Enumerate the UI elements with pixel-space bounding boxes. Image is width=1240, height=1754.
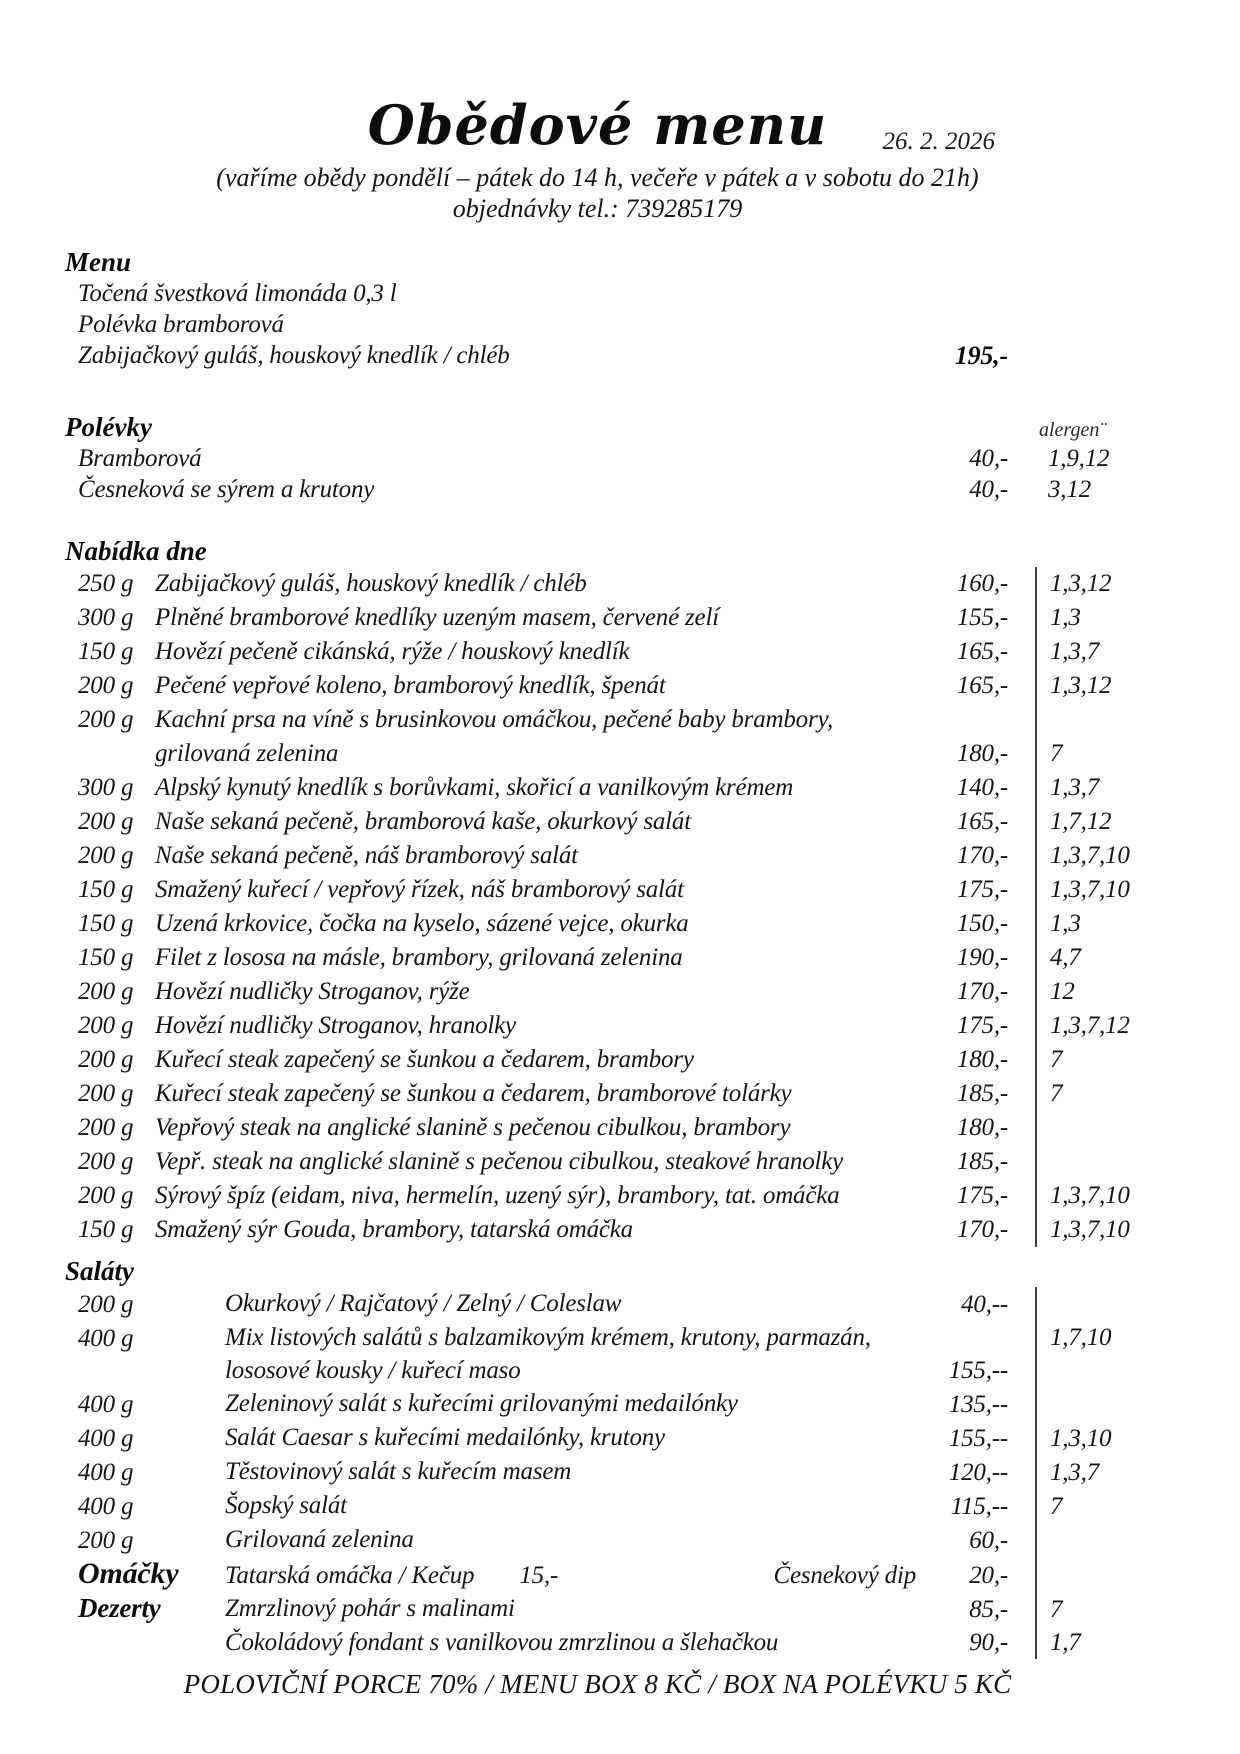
item-allergens: 3,12 [1048,476,1091,503]
item-name: Kuřecí steak zapečený se šunkou a čedarem, bramborové tolárky [155,1080,792,1107]
section-heading-salads: Saláty [65,1256,135,1286]
item-name: Polévka bramborová [78,311,284,338]
item-price: 180,- [956,1114,1008,1141]
header [65,0,1130,157]
daily-item-row [78,1145,1130,1179]
item-allergens [1035,1111,1130,1145]
salad-item-row [78,1455,1130,1489]
item-name: Bramborová [78,445,202,472]
daily-item-row [78,907,1130,941]
item-allergens: 1,3 [1035,601,1130,635]
menu-rows [65,278,1130,371]
dessert-rows [65,1592,1130,1659]
section-heading-sauces: Omáčky [78,1557,179,1590]
item-allergens: 7 [1035,1043,1130,1077]
item-allergens [1035,1287,1130,1321]
item-weight: 150 g [78,876,134,903]
sauces-row [78,1557,1130,1592]
daily-item-row [78,1043,1130,1077]
item-name: Těstovinový salát s kuřecím masem [225,1458,572,1485]
row-spacer [1008,1179,1035,1213]
menu-item-row [78,309,1130,340]
salad-item-row [78,1592,1130,1626]
item-allergens [1035,1387,1130,1421]
item-name: Filet z lososa na másle, brambory, grilovaná zelenina [155,944,683,971]
item-price: 165,- [956,638,1008,665]
item-weight: 400 g [78,1425,134,1452]
item-name: Smažený sýr Gouda, brambory, tatarská omáčka [155,1216,633,1243]
item-allergens: 1,3,7,10 [1035,1213,1130,1247]
item-name: Kachní prsa na víně s brusinkovou omáčkou, pečené baby brambory, grilovaná zelenina [155,706,834,767]
item-weight: 200 g [78,706,134,733]
item-name: Okurkový / Rajčatový / Zelný / Coleslaw [225,1290,622,1317]
item-name: Mix listových salátů s balzamikovým krémem, krutony, parmazán, lososové kousky / kuřecí maso [225,1324,871,1384]
row-spacer [1008,1626,1035,1659]
salad-item-row [78,1626,1130,1659]
item-price: 165,- [956,808,1008,835]
daily-item-row [78,601,1130,635]
item-name: Naše sekaná pečeně, bramborová kaše, okurkový salát [155,808,691,835]
item-name: Vepřový steak na anglické slanině s pečenou cibulkou, brambory [155,1114,791,1141]
item-price: 170,- [956,978,1008,1005]
row-spacer [1008,635,1035,669]
salad-item-row [78,1387,1130,1421]
row-spacer [1008,1592,1035,1626]
item-weight [78,1592,225,1626]
daily-item-row [78,941,1130,975]
item-weight: 200 g [78,808,134,835]
item-name: Zabijačkový guláš, houskový knedlík / chléb [78,342,510,369]
item-price: 175,- [956,1182,1008,1209]
menu-item-row [78,474,1130,505]
item-weight: 300 g [78,604,134,631]
item-allergens: 1,3,7 [1035,771,1130,805]
orders-phone-line: objednávky tel.: 739285179 [452,194,743,223]
item-allergens: 1,9,12 [1048,445,1110,472]
item-allergens: 1,3,12 [1035,567,1130,601]
opening-hours-note: (vaříme obědy pondělí – pátek do 14 h, večeře v pátek a v sobotu do 21h) [216,163,979,192]
sauce-right-price: 20,- [969,1562,1008,1589]
row-spacer [1008,1145,1035,1179]
salad-item-row [78,1523,1130,1557]
item-price: 165,- [956,672,1008,699]
item-weight: 400 g [78,1325,134,1352]
item-price: 40,- [969,476,1008,503]
sauces-items [225,1557,916,1592]
item-name: Naše sekaná pečeně, náš bramborový salát [155,842,578,869]
salad-item-row [78,1321,1130,1387]
daily-item-row [78,1213,1130,1247]
item-weight: 300 g [78,774,134,801]
daily-rows [65,567,1130,1247]
item-allergens: 7 [1035,1592,1130,1626]
daily-item-row [78,805,1130,839]
item-allergens: 1,3,7,12 [1035,1009,1130,1043]
item-allergens [1035,309,1130,340]
item-weight: 150 g [78,638,134,665]
item-allergens: 1,7,10 [1035,1321,1130,1387]
daily-item-row [78,1179,1130,1213]
item-name: Pečené vepřové koleno, bramborový knedlík, špenát [155,672,666,699]
menu-item-row [78,278,1130,309]
footer-note: POLOVIČNÍ PORCE 70% / MENU BOX 8 KČ / BOX NA POLÉVKU 5 KČ [183,1669,1012,1699]
row-spacer [1008,1213,1035,1247]
item-name: Uzená krkovice, čočka na kyselo, sázené vejce, okurka [155,910,689,937]
item-name: Grilovaná zelenina [225,1526,414,1553]
menu-item-row [78,443,1130,474]
item-weight: 250 g [78,570,134,597]
salad-rows [65,1287,1130,1557]
row-spacer [1008,941,1035,975]
item-name: Kuřecí steak zapečený se šunkou a čedarem, brambory [155,1046,694,1073]
row-spacer [1008,839,1035,873]
section-heading-daily: Nabídka dne [65,536,207,566]
item-weight: 200 g [78,1046,134,1073]
item-weight: 200 g [78,672,134,699]
daily-item-row [78,703,1130,771]
item-weight: 200 g [78,842,134,869]
item-name: Zeleninový salát s kuřecími grilovanými medailónky [225,1390,738,1417]
item-allergens: 1,3,7,10 [1035,1179,1130,1213]
item-name: Zmrzlinový pohár s malinami [225,1595,515,1622]
item-name: Hovězí nudličky Stroganov, hranolky [155,1012,516,1039]
daily-item-row [78,839,1130,873]
soups-heading-row [65,411,1130,443]
item-allergens [1035,278,1130,309]
item-price: 135,-- [948,1391,1008,1418]
section-inline-label: Dezerty [78,1593,161,1623]
item-name: Sýrový špíz (eidam, niva, hermelín, uzený sýr), brambory, tat. omáčka [155,1182,840,1209]
row-spacer [1008,443,1035,474]
row-spacer [1008,805,1035,839]
item-weight: 400 g [78,1459,134,1486]
daily-item-row [78,567,1130,601]
row-spacer [1008,669,1035,703]
row-spacer [1008,340,1035,371]
item-allergens: 1,3,7,10 [1035,873,1130,907]
item-allergens [1035,1557,1130,1592]
item-name: Šopský salát [225,1492,347,1519]
section-heading-menu: Menu [65,247,132,277]
item-name: Smažený kuřecí / vepřový řízek, náš bramborový salát [155,876,684,903]
daily-item-row [78,771,1130,805]
item-weight: 150 g [78,944,134,971]
item-weight: 200 g [78,1114,134,1141]
item-allergens: 1,3,7 [1035,635,1130,669]
item-weight: 200 g [78,1012,134,1039]
item-price: 170,- [956,1216,1008,1243]
row-spacer [1008,601,1035,635]
row-spacer [1008,474,1035,505]
soup-rows [65,443,1130,505]
item-price: 90,- [969,1629,1008,1656]
item-name: Salát Caesar s kuřecími medailónky, krutony [225,1424,665,1451]
item-price: 180,- [956,740,1008,767]
item-weight: 200 g [78,1291,134,1318]
item-name: Hovězí pečeně cikánská, rýže / houskový knedlík [155,638,630,665]
sauce-left-price: 15,- [519,1562,559,1589]
row-spacer [1008,1043,1035,1077]
item-allergens [1035,340,1130,371]
item-allergens [1035,1145,1130,1179]
item-price: 175,- [956,1012,1008,1039]
menu-date: 26. 2. 2026 [882,128,995,155]
lower-block [65,1287,1130,1659]
item-price: 180,- [956,1046,1008,1073]
daily-item-row [78,975,1130,1009]
item-price [916,309,1008,340]
item-name: Alpský kynutý knedlík s borůvkami, skořicí a vanilkovým krémem [155,774,794,801]
item-allergens: 1,3,10 [1035,1421,1130,1455]
item-price: 140,- [956,774,1008,801]
row-spacer [1008,1387,1035,1421]
item-allergens: 7 [1035,1077,1130,1111]
salad-item-row [78,1421,1130,1455]
row-spacer [1008,567,1035,601]
item-allergens: 7 [1035,703,1130,771]
item-price: 155,-- [948,1425,1008,1452]
item-weight: 400 g [78,1493,134,1520]
item-price: 160,- [956,570,1008,597]
item-price: 40,-- [961,1291,1008,1318]
row-spacer [1008,771,1035,805]
item-weight: 150 g [78,910,134,937]
salad-item-row [78,1489,1130,1523]
daily-item-row [78,1111,1130,1145]
item-price: 190,- [956,944,1008,971]
item-price: 150,- [956,910,1008,937]
sauce-right-name: Česnekový dip [773,1562,916,1589]
daily-item-row [78,1009,1130,1043]
section-heading-sauces-cell [78,1557,225,1592]
row-spacer [1008,907,1035,941]
row-spacer [1008,309,1035,340]
page-title: Obědové menu [367,93,828,157]
salad-item-row [78,1287,1130,1321]
menu-item-row [78,340,1130,371]
item-price: 120,-- [948,1459,1008,1486]
item-allergens: 7 [1035,1489,1130,1523]
item-price: 170,- [956,842,1008,869]
item-allergens: 1,3,12 [1035,669,1130,703]
item-price: 185,- [956,1148,1008,1175]
item-allergens: 1,3,7,10 [1035,839,1130,873]
item-price: 115,-- [950,1493,1008,1520]
row-spacer [1008,873,1035,907]
item-name: Čokoládový fondant s vanilkovou zmrzlinou a šlehačkou [225,1629,779,1656]
item-allergens: 1,7,12 [1035,805,1130,839]
item-allergens: 1,3 [1035,907,1130,941]
item-allergens: 4,7 [1035,941,1130,975]
row-spacer [1008,1523,1035,1557]
item-price: 155,-- [948,1357,1008,1384]
item-allergens: 1,3,7 [1035,1455,1130,1489]
item-price: 175,- [956,876,1008,903]
item-price: 185,- [956,1080,1008,1107]
item-name: Hovězí nudličky Stroganov, rýže [155,978,470,1005]
daily-item-row [78,873,1130,907]
row-spacer [1008,1287,1035,1321]
item-name: Plněné bramborové knedlíky uzeným masem, červené zelí [155,604,719,631]
item-price: 60,- [969,1527,1008,1554]
item-weight: 150 g [78,1216,134,1243]
item-price: 40,- [969,445,1008,472]
item-weight: 200 g [78,1182,134,1209]
daily-item-row [78,635,1130,669]
row-spacer [1008,1557,1035,1592]
item-name: Česneková se sýrem a krutony [78,476,375,503]
row-spacer [1008,1321,1035,1387]
item-price: 195,- [954,341,1008,370]
item-weight: 200 g [78,1080,134,1107]
row-spacer [1008,1111,1035,1145]
item-weight: 400 g [78,1391,134,1418]
row-spacer [1008,703,1035,771]
item-name: Točená švestková limonáda 0,3 l [78,280,397,307]
item-allergens [1035,1523,1130,1557]
row-spacer [1008,1077,1035,1111]
row-spacer [1008,1009,1035,1043]
item-name: Vepř. steak na anglické slanině s pečenou cibulkou, steakové hranolky [155,1148,844,1175]
item-price: 155,- [956,604,1008,631]
item-weight: 200 g [78,1527,134,1554]
row-spacer [1008,1421,1035,1455]
section-heading-soups: Polévky [65,412,152,442]
item-allergens: 1,7 [1035,1626,1130,1659]
row-spacer [1008,278,1035,309]
item-price [916,278,1008,309]
item-weight: 200 g [78,1148,134,1175]
sauce-left-name: Tatarská omáčka / Kečup [225,1562,475,1589]
daily-item-row [78,669,1130,703]
row-spacer [1008,1455,1035,1489]
allergen-column-label: alergen¨ [1038,419,1106,441]
row-spacer [1008,975,1035,1009]
daily-item-row [78,1077,1130,1111]
item-weight [78,1626,225,1659]
item-name: Zabijačkový guláš, houskový knedlík / chléb [155,570,587,597]
item-weight: 200 g [78,978,134,1005]
row-spacer [1008,1489,1035,1523]
item-allergens: 12 [1035,975,1130,1009]
item-price: 85,- [969,1596,1008,1623]
